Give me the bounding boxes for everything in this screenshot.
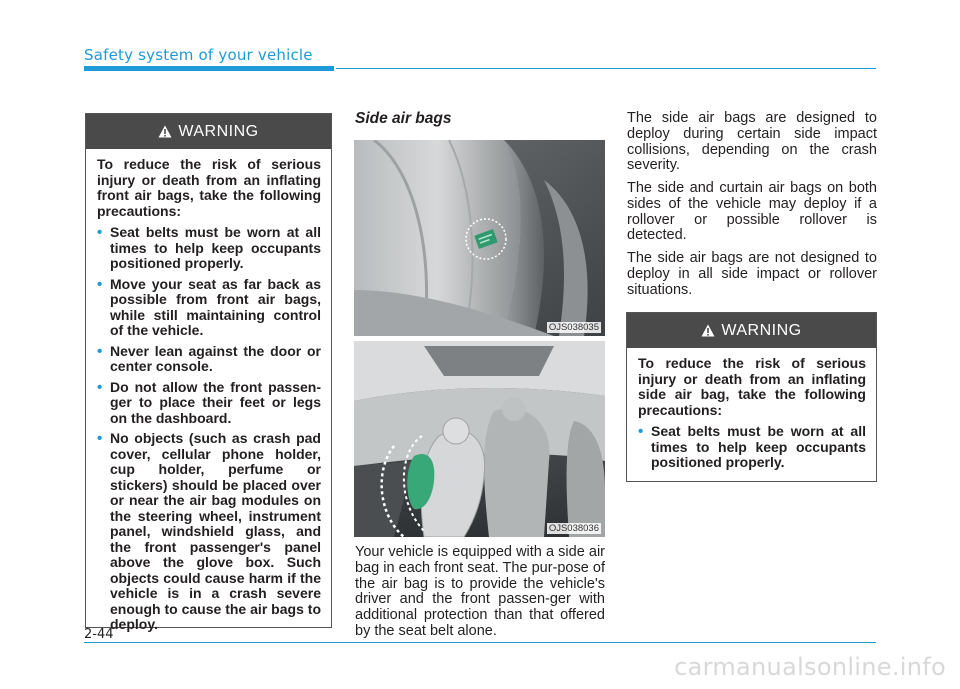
warning-label: WARNING <box>178 122 259 140</box>
middle-paragraph: Your vehicle is equipped with a side air bag in each front seat. The pur-pose of the air bag is to provide the vehicle's driver and the front passen-ger with additional protection than that offered by the seat belt alone. <box>355 544 605 639</box>
figure-side-airbag-deployment <box>354 341 605 537</box>
figure-seat-airbag-label <box>354 140 605 336</box>
warning-item <box>97 277 321 339</box>
page-number: 2-44 <box>84 627 114 642</box>
warning-item-text: Never lean against the door or center console. <box>110 342 321 374</box>
warning-item-text: No objects (such as crash pad cover, cellular phone holder, cup holder, perfume or stickers) should be placed over or near the air bag modules on the steering wheel, instrument panel, windshield glass, and the front passenger's panel above the glove box. Such objects could cause harm if the vehicle is in a crash severe enough to cause the air bags to deploy. <box>110 430 321 632</box>
warning-triangle-icon <box>701 324 715 337</box>
warning-item <box>638 424 866 471</box>
warning-item <box>97 380 321 427</box>
left-warning-box <box>85 113 332 632</box>
section-title: Side air bags <box>355 110 452 127</box>
seat-illustration <box>354 140 605 336</box>
warning-list <box>638 424 866 471</box>
warning-item-text: Seat belts must be worn at all times to help keep occupants positioned properly. <box>651 423 866 470</box>
bullet-icon: • <box>97 342 103 360</box>
right-paragraph: The side air bags are not designed to deploy in all side impact or rollover situations. <box>627 250 877 298</box>
warning-item <box>97 225 321 272</box>
figure-code: OJS038035 <box>548 322 599 333</box>
header-rule-thick <box>84 66 334 71</box>
warning-intro: To reduce the risk of serious injury or death from an inflating front air bags, take the following precautions: <box>97 156 321 219</box>
bullet-icon: • <box>638 423 644 440</box>
interior-illustration <box>354 341 605 537</box>
warning-item-text: Move your seat as far back as possible from front air bags, while still maintaining control of the vehicle. <box>110 275 321 338</box>
warning-list <box>97 225 321 633</box>
warning-header <box>86 114 331 149</box>
bullet-icon: • <box>97 275 103 293</box>
watermark: carmanualsonline.info <box>674 653 946 681</box>
bullet-icon: • <box>97 430 103 447</box>
bullet-icon: • <box>97 378 103 396</box>
warning-label: WARNING <box>721 321 802 339</box>
warning-intro: To reduce the risk of serious injury or death from an inflating side air bag, take the following precautions: <box>638 355 866 418</box>
warning-body <box>86 149 331 633</box>
warning-triangle-icon <box>158 125 172 138</box>
warning-item-text: Seat belts must be worn at all times to help keep occupants positioned properly. <box>110 224 321 271</box>
right-paragraph: The side and curtain air bags on both sides of the vehicle may deploy if a rollover or possible rollover is detected. <box>627 180 877 244</box>
figure-code: OJS038036 <box>548 523 599 534</box>
right-paragraph: The side air bags are designed to deploy during certain side impact collisions, depending on the crash severity. <box>627 110 877 174</box>
warning-item <box>97 431 321 633</box>
warning-header <box>627 313 876 348</box>
footer-rule <box>84 642 876 643</box>
warning-item <box>97 344 321 375</box>
warning-item-text: Do not allow the front passen-ger to place their feet or legs on the dashboard. <box>110 378 321 426</box>
right-warning-box <box>626 312 877 482</box>
section-header-title: Safety system of your vehicle <box>84 46 313 64</box>
bullet-icon: • <box>97 224 103 241</box>
warning-body <box>627 348 876 471</box>
header-rule-thin <box>336 68 876 69</box>
